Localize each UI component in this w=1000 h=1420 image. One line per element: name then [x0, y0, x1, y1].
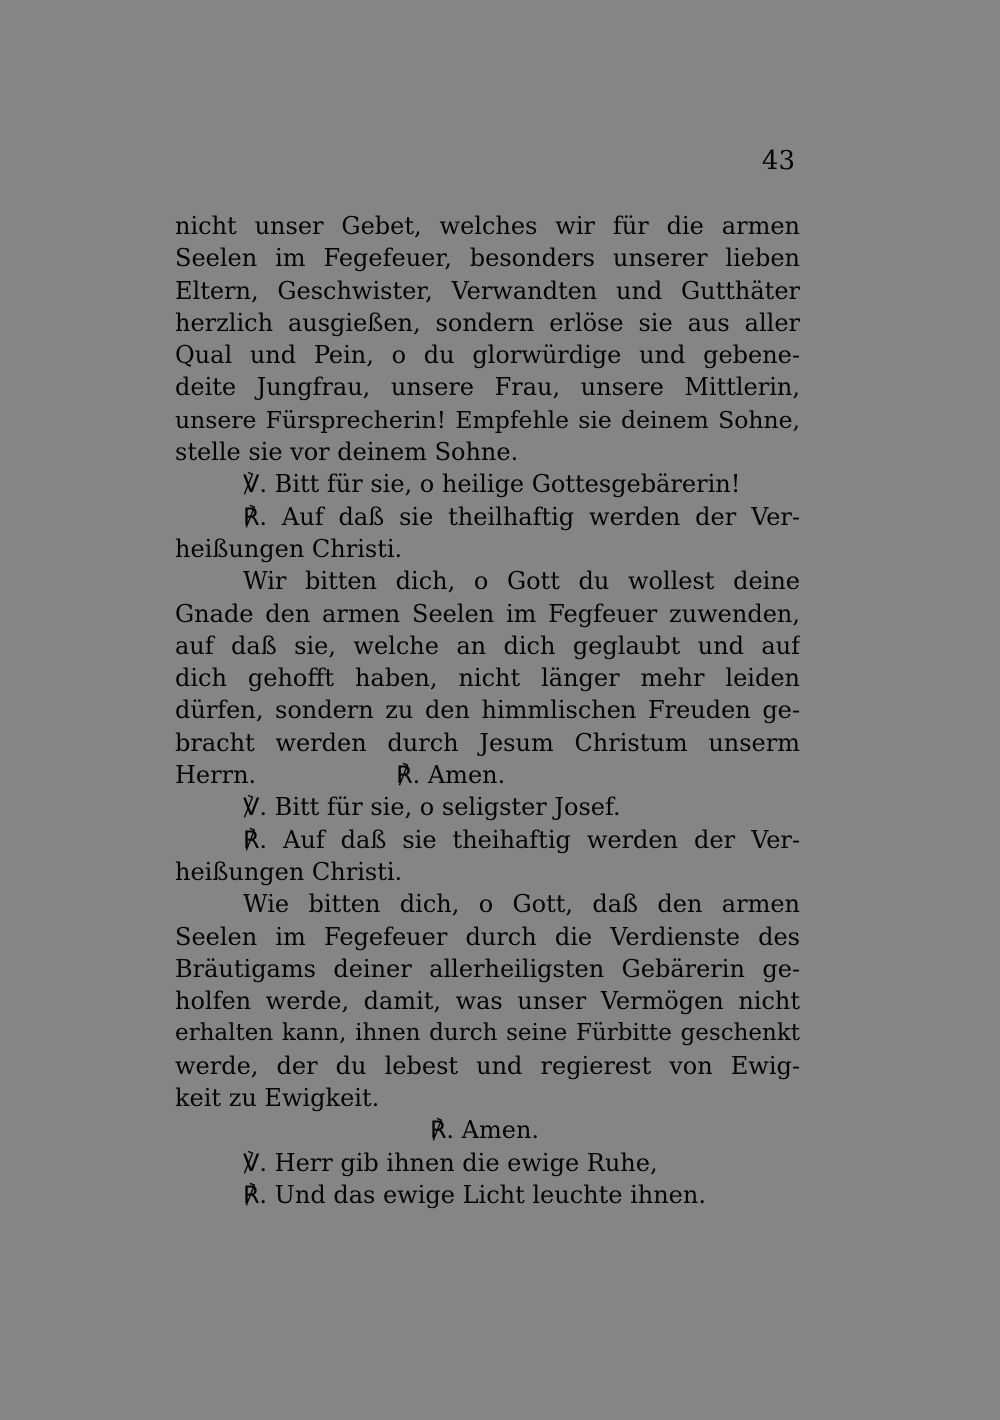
text-line: Bräutigams deiner allerheiligsten Gebärerin ge-	[175, 954, 800, 983]
text-line: Wie bitten dich, o Gott, daß den armen	[243, 890, 800, 919]
versicle-line: ℣. Bitt für sie, o seligster Josef.	[243, 793, 621, 822]
text-line: nicht unser Gebet, welches wir für die armen	[175, 212, 800, 240]
text-line: herzlich ausgießen, sondern erlöse sie aus aller	[175, 308, 800, 337]
text-line: unsere Fürsprecherin! Empfehle sie deinem Sohne,	[175, 405, 800, 434]
text-line: keit zu Ewigkeit.	[175, 1084, 380, 1113]
text-line: Seelen im Fegefeuer, besonders unserer lieben	[175, 244, 800, 273]
prayer-text	[175, 210, 800, 1211]
text-line: Seelen im Fegefeuer durch die Verdienste des	[175, 922, 800, 951]
text-line: auf daß sie, welche an dich geglaubt und auf	[175, 631, 800, 660]
text-line: Wir bitten dich, o Gott du wollest deine	[243, 567, 800, 596]
text-line: heißungen Christi.	[175, 534, 403, 563]
text-line: dürfen, sondern zu den himmlischen Freuden ge-	[175, 696, 800, 725]
response-amen: ℟. Amen.	[430, 1116, 540, 1145]
text-line: erhalten kann, ihnen durch seine Fürbitte geschenkt	[175, 1020, 800, 1047]
page-number: 43	[761, 146, 795, 176]
text-line: Qual und Pein, o du glorwürdige und gebene-	[175, 341, 800, 370]
text-line-with-response	[175, 759, 800, 791]
response-line: ℟. Auf daß sie theihaftig werden der Ver-	[243, 825, 800, 854]
versicle-line: ℣. Bitt für sie, o heilige Gottesgebärerin!	[243, 470, 741, 499]
response-amen: ℟. Amen.	[396, 761, 506, 790]
text-line: dich gehofft haben, nicht länger mehr leiden	[175, 664, 800, 693]
text-line: deite Jungfrau, unsere Frau, unsere Mittlerin,	[175, 373, 800, 402]
text-fragment: Herrn.	[175, 761, 257, 790]
versicle-line: ℣. Herr gib ihnen die ewige Ruhe,	[243, 1148, 658, 1177]
text-line: Eltern, Geschwister, Verwandten und Gutthäter	[175, 276, 800, 305]
response-line: ℟. Und das ewige Licht leuchte ihnen.	[243, 1180, 706, 1209]
text-line: Gnade den armen Seelen im Fegfeuer zuwenden,	[175, 599, 800, 628]
text-line: heißungen Christi.	[175, 857, 403, 886]
text-line: stelle sie vor deinem Sohne.	[175, 438, 519, 467]
text-line: bracht werden durch Jesum Christum unserm	[175, 728, 800, 757]
response-line: ℟. Auf daß sie theilhaftig werden der Ver-	[243, 502, 800, 531]
text-line: holfen werde, damit, was unser Vermögen nicht	[175, 987, 800, 1016]
text-line: werde, der du lebest und regierest von Ewig-	[175, 1051, 800, 1080]
